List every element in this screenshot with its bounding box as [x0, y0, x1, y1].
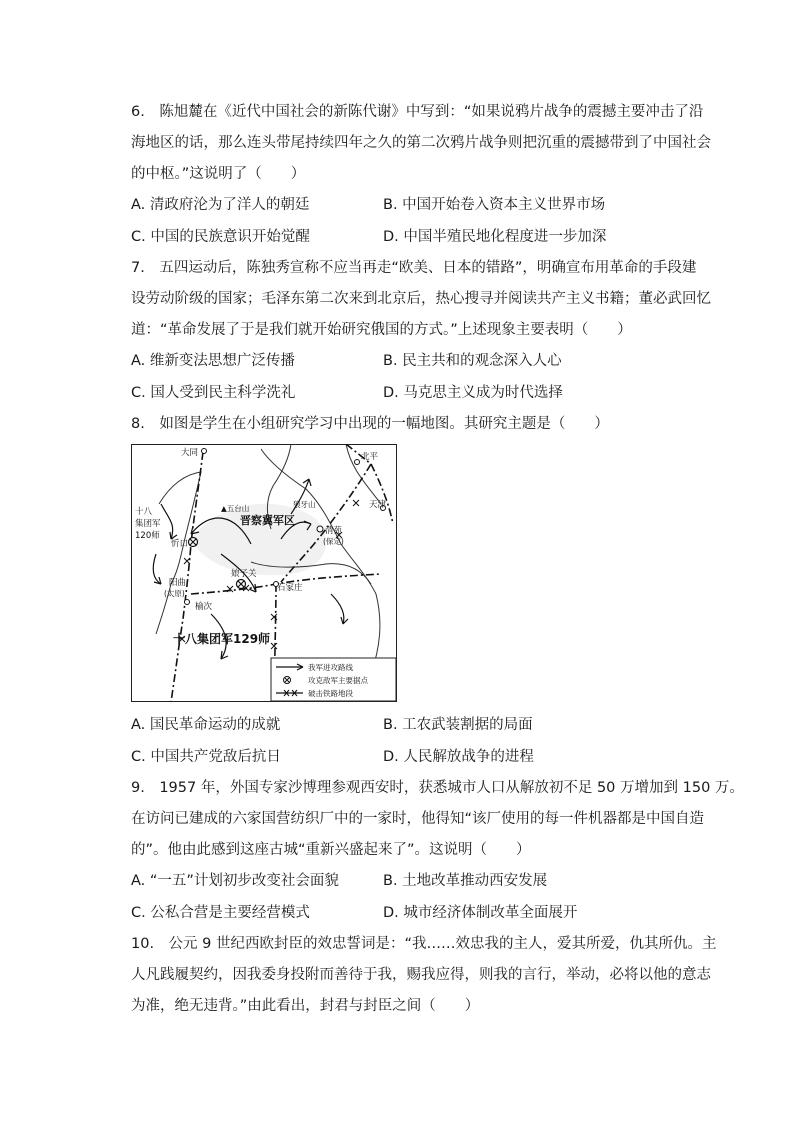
q8-option-d: D. 人民解放战争的进程	[383, 749, 534, 765]
q8-option-b: B. 工农武装割据的局面	[383, 717, 533, 733]
q9-line-1: 9. 1957 年，外国专家沙博理参观西安时，获悉城市人口从解放初不足 50 万增加到 150 万。	[131, 780, 744, 796]
q7-option-a: A. 维新变法思想广泛传播	[131, 353, 295, 369]
q7-option-d: D. 马克思主义成为时代选择	[383, 385, 563, 401]
map-label-shijiazhuang: 石家庄	[277, 583, 303, 593]
q8-option-a: A. 国民革命运动的成就	[131, 717, 281, 733]
q10-line-2: 人凡践履契约，因我委身投附而善待于我，赐我应得，则我的言行，举动，必将以他的意志	[131, 967, 711, 983]
map-label-qingyuan: 清苑	[325, 526, 343, 536]
q6-option-b: B. 中国开始卷入资本主义世界市场	[383, 197, 606, 213]
map-label-jinchaji: 晋察冀军区	[240, 514, 295, 527]
q8-line-1: 8. 如图是学生在小组研究学习中出现的一幅地图。其研究主题是（ ）	[131, 416, 609, 432]
q6-option-c: C. 中国的民族意识开始觉醒	[131, 229, 310, 245]
q10-line-3: 为准，绝无违背。”由此看出，封君与封臣之间（ ）	[131, 998, 480, 1014]
map-label-langyashan: 狼牙山	[293, 500, 316, 509]
q6-line-3: 的中枢。”这说明了（ ）	[131, 166, 306, 182]
q7-option-c: C. 国人受到民主科学洗礼	[131, 385, 296, 401]
q6-option-a: A. 清政府沦为了洋人的朝廷	[131, 197, 310, 213]
map-label-army-129: 十八集团军129师	[173, 632, 271, 646]
q8-option-c: C. 中国共产党敌后抗日	[131, 749, 281, 765]
map-label-army-120-line3: 120师	[135, 531, 160, 541]
map-label-army-120-line2: 集团军	[135, 519, 161, 529]
q10-line-1: 10. 公元 9 世纪西欧封臣的效忠誓词是：“我……效忠我的主人，爱其所爱，仇其所仇。主	[131, 936, 717, 952]
q7-option-b: B. 民主共和的观念深入人心	[383, 353, 562, 369]
q6-line-1: 6. 陈旭麓在《近代中国社会的新陈代谢》中写到：“如果说鸦片战争的震撼主要冲击了沿	[131, 104, 704, 120]
map-label-niangziguan: 娘子关	[231, 569, 257, 579]
map-label-baoding: (保定)	[323, 537, 344, 546]
q9-line-2: 在访问已建成的六家国营纺织厂中的一家时，他得知“该厂使用的每一件机器都是中国自造	[131, 811, 705, 827]
q9-option-d: D. 城市经济体制改革全面展开	[383, 905, 578, 921]
map-label-wutaishan: ▲五台山	[221, 504, 250, 513]
q9-option-a: A. “一五”计划初步改变社会面貌	[131, 873, 339, 889]
map-label-xinkou: 忻口	[171, 539, 189, 549]
q7-line-3: 道：“革命发展了于是我们就开始研究俄国的方式。”上述现象主要表明（ ）	[131, 322, 632, 338]
map-label-taiyuan: (太原)	[164, 589, 185, 598]
map-label-tianjin: 天津	[369, 500, 387, 510]
map-label-datong: 大同	[181, 448, 199, 458]
q9-option-b: B. 土地改革推动西安发展	[383, 873, 548, 889]
map-legend	[271, 658, 396, 701]
map-label-yangqu: 阳曲	[169, 578, 187, 588]
q7-line-1: 7. 五四运动后，陈独秀宣称不应当再走“欧美、日本的错路”，明确宣布用革命的手段建	[131, 260, 697, 276]
legend-attack-route: 我军进攻路线	[308, 663, 353, 672]
legend-stronghold: 攻克敌军主要据点	[308, 676, 368, 685]
q6-option-d: D. 中国半殖民地化程度进一步加深	[383, 229, 607, 245]
legend-railway: 破击铁路地段	[308, 689, 353, 698]
q9-option-c: C. 公私合营是主要经营模式	[131, 905, 310, 921]
q7-line-2: 设劳动阶级的国家；毛泽东第二次来到北京后，热心搜寻并阅读共产主义书籍；董必武回忆	[131, 291, 711, 307]
map-label-army-120-line1: 十八	[135, 507, 153, 517]
q9-line-3: 的”。他由此感到这座古城“重新兴盛起来了”。这说明（ ）	[131, 842, 531, 858]
q6-line-2: 海地区的话，那么连头带尾持续四年之久的第二次鸦片战争则把沉重的震撼带到了中国社会	[131, 135, 711, 151]
map-label-yuci: 榆次	[195, 602, 213, 612]
battle-map	[131, 444, 397, 702]
map-label-beiping: 北平	[361, 452, 379, 462]
